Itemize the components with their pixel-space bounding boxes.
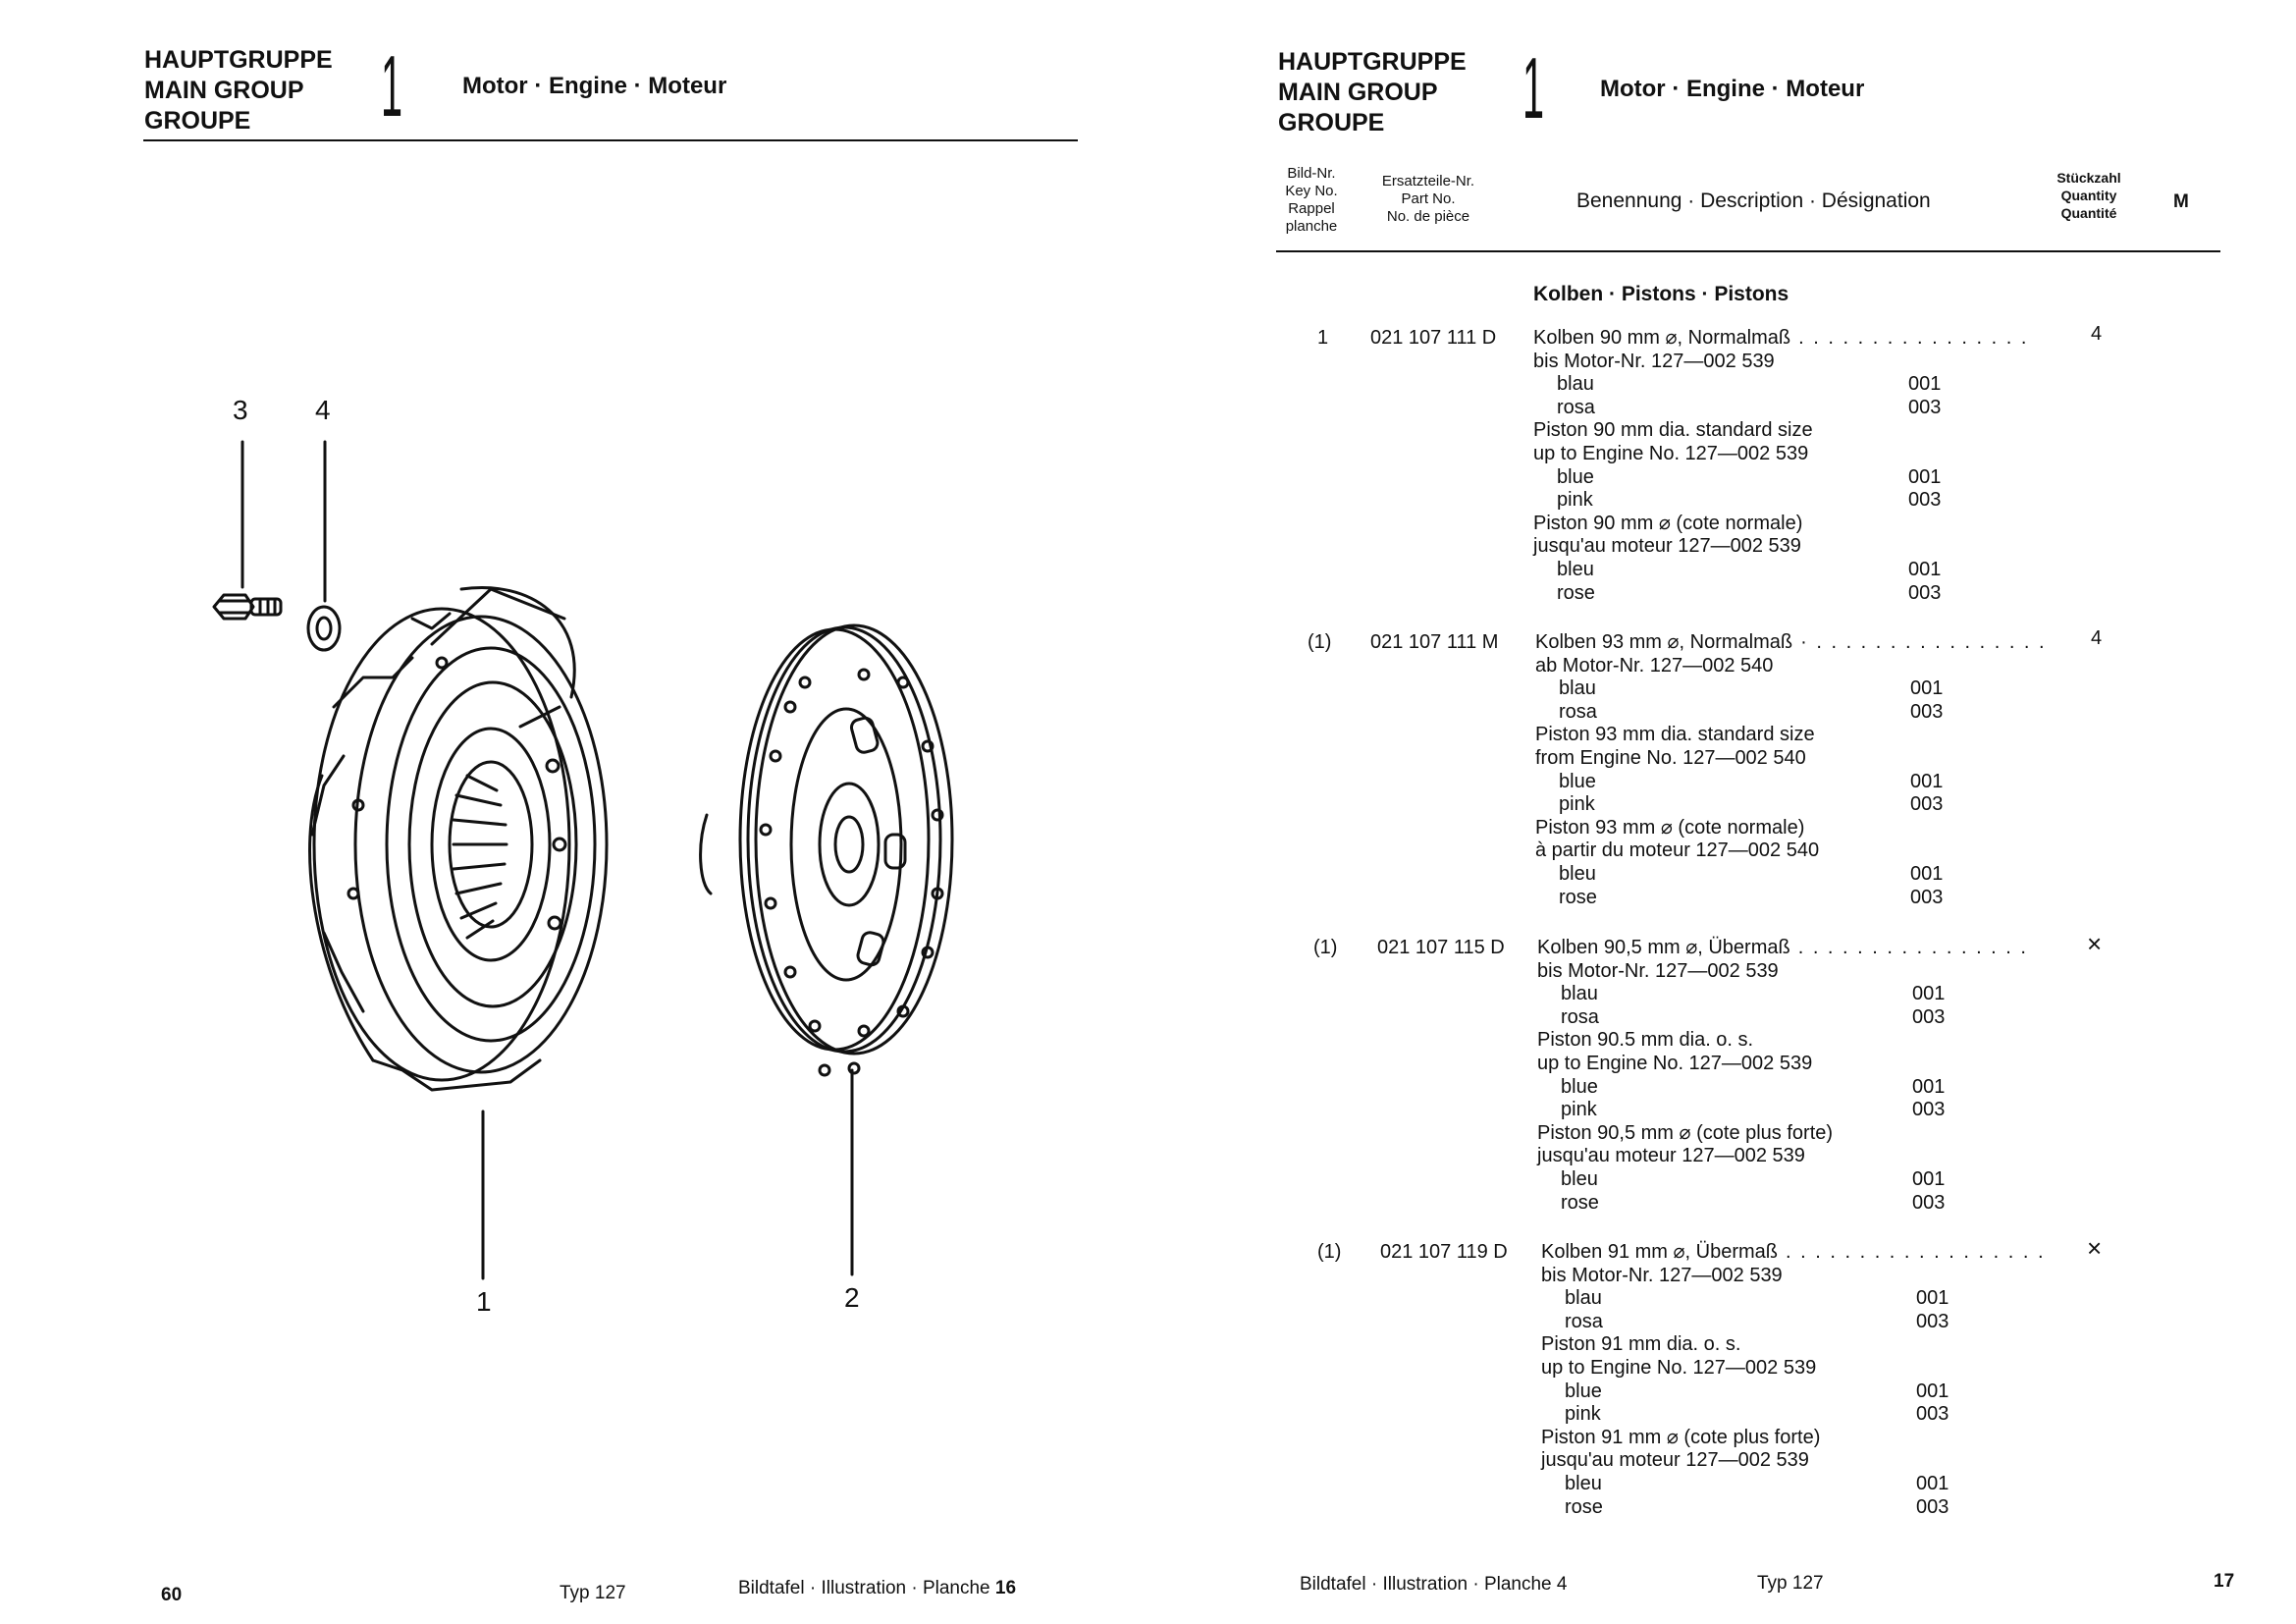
color-code: 001 bbox=[1910, 677, 1944, 700]
col-header-key bbox=[1272, 165, 1351, 236]
entry-description-line bbox=[1565, 1473, 1602, 1496]
col-header-line: Stückzahl bbox=[2056, 170, 2121, 186]
group-line: GROUPE bbox=[144, 107, 251, 135]
entry-description-line bbox=[1557, 582, 1595, 606]
entry-description-line bbox=[1561, 1076, 1598, 1100]
entry-description-line bbox=[1537, 960, 1779, 984]
entry-description-line bbox=[1537, 1145, 1805, 1168]
description-text: à partir du moteur 127—002 540 bbox=[1535, 839, 1820, 862]
description-text: rose bbox=[1559, 886, 1597, 908]
col-header-line: Rappel bbox=[1288, 200, 1335, 217]
entry-description-line bbox=[1565, 1380, 1602, 1404]
entry-part-number: 021 107 119 D bbox=[1380, 1241, 1508, 1263]
color-code: 001 bbox=[1916, 1473, 1949, 1494]
entry-description-line bbox=[1557, 397, 1595, 420]
entry-description-line bbox=[1559, 863, 1596, 887]
pressure-plate-icon bbox=[310, 587, 607, 1090]
entry-description-line bbox=[1541, 1241, 2046, 1265]
entry-description-line bbox=[1565, 1287, 1602, 1311]
left-page-title: Motor · Engine · Moteur bbox=[462, 73, 727, 99]
leader-dots: . . . . . . . . . . . . . . . . . . bbox=[1786, 1241, 2046, 1263]
description-text: Kolben 93 mm ⌀, Normalmaß bbox=[1535, 631, 1793, 653]
entry-description-line bbox=[1541, 1427, 1820, 1450]
color-code: 003 bbox=[1910, 793, 1944, 816]
group-line: HAUPTGRUPPE bbox=[1278, 48, 1467, 76]
entry-description-line bbox=[1537, 1122, 1833, 1146]
entry-description-line bbox=[1561, 1006, 1599, 1030]
entry-description-line bbox=[1561, 1168, 1598, 1192]
description-text: Kolben 91 mm ⌀, Übermaß bbox=[1541, 1241, 1779, 1263]
left-group-number: 1 bbox=[381, 37, 403, 135]
washer-icon bbox=[308, 607, 340, 650]
bolt-icon bbox=[214, 595, 281, 619]
col-header-line: planche bbox=[1285, 218, 1338, 235]
description-text: jusqu'au moteur 127—002 539 bbox=[1537, 1145, 1805, 1167]
description-text: Piston 93 mm dia. standard size bbox=[1535, 724, 1815, 746]
entry-description-line bbox=[1535, 747, 1806, 771]
description-text: blue bbox=[1561, 1075, 1598, 1098]
left-page-number: 60 bbox=[161, 1585, 183, 1605]
right-group-label bbox=[1278, 47, 1467, 138]
entry-description-line bbox=[1541, 1265, 1783, 1288]
color-code: 001 bbox=[1908, 559, 1942, 580]
right-group-number: 1 bbox=[1522, 39, 1545, 136]
description-text: pink bbox=[1561, 1099, 1597, 1121]
description-text: rosa bbox=[1565, 1310, 1603, 1332]
left-plate bbox=[738, 1578, 1016, 1599]
description-text: rose bbox=[1565, 1495, 1603, 1518]
entry-description-line bbox=[1537, 937, 2028, 960]
color-code: 001 bbox=[1912, 983, 1946, 1005]
plate-label: Bildtafel · Illustration · Planche bbox=[738, 1578, 995, 1598]
description-text: pink bbox=[1557, 489, 1593, 512]
entry-description-line bbox=[1559, 677, 1596, 701]
description-text: Piston 93 mm ⌀ (cote normale) bbox=[1535, 816, 1805, 839]
description-text: bis Motor-Nr. 127—002 539 bbox=[1541, 1264, 1783, 1286]
entry-description-line bbox=[1533, 443, 1808, 466]
description-text: up to Engine No. 127—002 539 bbox=[1541, 1357, 1817, 1379]
color-code: 003 bbox=[1908, 581, 1942, 604]
col-header-line: Key No. bbox=[1285, 183, 1338, 199]
color-code: 003 bbox=[1916, 1310, 1949, 1332]
callout-1: 1 bbox=[476, 1286, 492, 1317]
entry-description-line bbox=[1565, 1311, 1603, 1334]
entry-description-line bbox=[1535, 631, 2047, 655]
col-header-line: Part No. bbox=[1401, 190, 1456, 207]
color-code: 003 bbox=[1910, 886, 1944, 908]
description-text: blue bbox=[1557, 465, 1594, 488]
clutch-illustration bbox=[177, 383, 1041, 1345]
entry-quantity: 4 bbox=[2091, 627, 2103, 649]
description-text: bleu bbox=[1565, 1473, 1602, 1494]
description-text: blau bbox=[1561, 983, 1598, 1005]
description-text: bleu bbox=[1561, 1168, 1598, 1190]
entry-part-number: 021 107 111 M bbox=[1370, 631, 1499, 653]
description-text: rosa bbox=[1561, 1005, 1599, 1028]
group-line: HAUPTGRUPPE bbox=[144, 46, 333, 74]
entry-description-line bbox=[1535, 724, 1815, 747]
col-header-qty bbox=[2040, 169, 2138, 222]
right-page-title: Motor · Engine · Moteur bbox=[1600, 76, 1865, 102]
entry-key: (1) bbox=[1308, 631, 1332, 653]
right-page-number: 17 bbox=[2214, 1571, 2235, 1592]
group-line: MAIN GROUP bbox=[1278, 79, 1438, 106]
color-code: 001 bbox=[1908, 465, 1942, 488]
description-text: bis Motor-Nr. 127—002 539 bbox=[1537, 959, 1779, 982]
col-header-line: Bild-Nr. bbox=[1287, 165, 1336, 182]
entry-description-line bbox=[1557, 373, 1594, 397]
col-header-part bbox=[1364, 173, 1492, 226]
description-text: rosa bbox=[1557, 396, 1595, 418]
entry-part-number: 021 107 115 D bbox=[1377, 937, 1505, 958]
color-code: 003 bbox=[1910, 700, 1944, 723]
description-text: jusqu'au moteur 127—002 539 bbox=[1533, 535, 1801, 558]
color-code: 001 bbox=[1912, 1075, 1946, 1098]
color-code: 003 bbox=[1912, 1191, 1946, 1214]
entry-part-number: 021 107 111 D bbox=[1370, 327, 1497, 349]
color-code: 003 bbox=[1916, 1495, 1949, 1518]
group-line: GROUPE bbox=[1278, 109, 1385, 136]
description-text: blau bbox=[1559, 677, 1596, 700]
color-code: 001 bbox=[1908, 373, 1942, 396]
entry-description-line bbox=[1557, 559, 1594, 582]
entry-description-line bbox=[1533, 535, 1801, 559]
description-text: pink bbox=[1559, 793, 1595, 816]
description-text: Piston 90,5 mm ⌀ (cote plus forte) bbox=[1537, 1121, 1834, 1144]
color-code: 001 bbox=[1910, 863, 1944, 885]
callout-4: 4 bbox=[315, 395, 331, 425]
entry-quantity: × bbox=[2087, 929, 2103, 958]
entry-description-line bbox=[1535, 817, 1804, 840]
color-code: 001 bbox=[1912, 1168, 1946, 1190]
color-code: 003 bbox=[1912, 1099, 1946, 1121]
color-code: 003 bbox=[1916, 1403, 1949, 1426]
description-text: bleu bbox=[1557, 559, 1594, 580]
description-text: blau bbox=[1565, 1287, 1602, 1310]
description-text: jusqu'au moteur 127—002 539 bbox=[1541, 1449, 1809, 1472]
col-header-description: Benennung · Description · Désignation bbox=[1576, 189, 1931, 212]
description-text: blau bbox=[1557, 373, 1594, 396]
description-text: rosa bbox=[1559, 700, 1597, 723]
description-text: up to Engine No. 127—002 539 bbox=[1533, 443, 1809, 464]
entry-description-line bbox=[1557, 466, 1594, 490]
entry-quantity: × bbox=[2087, 1233, 2103, 1263]
color-code: 003 bbox=[1908, 396, 1942, 418]
description-text: up to Engine No. 127—002 539 bbox=[1537, 1053, 1813, 1074]
description-text: Kolben 90,5 mm ⌀, Übermaß bbox=[1537, 937, 1790, 958]
color-code: 003 bbox=[1912, 1005, 1946, 1028]
description-text: pink bbox=[1565, 1403, 1601, 1426]
entry-description-line bbox=[1559, 887, 1597, 910]
clutch-disc-icon bbox=[701, 625, 952, 1075]
entry-key: 1 bbox=[1317, 327, 1329, 349]
leader-dots: · . . . . . . . . . . . . . . . . bbox=[1800, 631, 2047, 653]
entry-description-line bbox=[1561, 1192, 1599, 1216]
entry-quantity: 4 bbox=[2091, 323, 2103, 345]
description-text: Piston 90 mm dia. standard size bbox=[1533, 419, 1813, 442]
entry-description-line bbox=[1565, 1496, 1603, 1520]
description-text: Kolben 90 mm ⌀, Normalmaß bbox=[1533, 327, 1791, 349]
left-group-label bbox=[144, 45, 333, 136]
entry-key: (1) bbox=[1317, 1241, 1342, 1263]
entry-description-line bbox=[1533, 419, 1813, 443]
callout-2: 2 bbox=[844, 1282, 860, 1313]
entry-key: (1) bbox=[1313, 937, 1338, 958]
description-text: bleu bbox=[1559, 863, 1596, 885]
col-header-m: M bbox=[2173, 191, 2189, 212]
plate-number: 16 bbox=[994, 1578, 1017, 1598]
callout-3: 3 bbox=[233, 395, 248, 425]
color-code: 001 bbox=[1916, 1380, 1949, 1402]
leader-dots: . . . . . . . . . . . . . . . . bbox=[1797, 937, 2028, 958]
color-code: 001 bbox=[1910, 770, 1944, 792]
description-text: rose bbox=[1561, 1191, 1599, 1214]
description-text: Piston 91 mm ⌀ (cote plus forte) bbox=[1541, 1426, 1821, 1448]
description-text: bis Motor-Nr. 127—002 539 bbox=[1533, 350, 1775, 372]
right-typ: Typ 127 bbox=[1757, 1573, 1824, 1594]
entry-description-line bbox=[1533, 327, 2028, 351]
group-line: MAIN GROUP bbox=[144, 77, 304, 104]
description-text: ab Motor-Nr. 127—002 540 bbox=[1535, 654, 1774, 677]
entry-description-line bbox=[1537, 1029, 1753, 1053]
col-header-line: Quantity bbox=[2060, 188, 2117, 203]
entry-description-line bbox=[1565, 1403, 1601, 1427]
description-text: from Engine No. 127—002 540 bbox=[1535, 747, 1806, 769]
entry-description-line bbox=[1541, 1333, 1740, 1357]
entry-description-line bbox=[1559, 771, 1596, 794]
description-text: Piston 91 mm dia. o. s. bbox=[1541, 1333, 1741, 1356]
entry-description-line bbox=[1541, 1357, 1816, 1380]
right-header-rule bbox=[1276, 250, 2220, 252]
entry-description-line bbox=[1559, 701, 1597, 725]
entry-description-line bbox=[1541, 1449, 1809, 1473]
section-heading: Kolben · Pistons · Pistons bbox=[1533, 283, 1789, 305]
right-plate: Bildtafel · Illustration · Planche 4 bbox=[1300, 1574, 1568, 1595]
entry-description-line bbox=[1561, 983, 1598, 1006]
description-text: rose bbox=[1557, 581, 1595, 604]
description-text: blue bbox=[1565, 1380, 1602, 1402]
left-header-rule bbox=[143, 139, 1078, 141]
left-typ: Typ 127 bbox=[560, 1583, 626, 1603]
leader-dots: . . . . . . . . . . . . . . . . bbox=[1798, 327, 2029, 349]
col-header-line: No. de pièce bbox=[1386, 208, 1470, 225]
description-text: Piston 90 mm ⌀ (cote normale) bbox=[1533, 512, 1803, 534]
color-code: 001 bbox=[1916, 1287, 1949, 1310]
col-header-line: Quantité bbox=[2060, 205, 2117, 221]
entry-description-line bbox=[1533, 351, 1775, 374]
entry-description-line bbox=[1535, 839, 1819, 863]
entry-description-line bbox=[1533, 513, 1802, 536]
description-text: blue bbox=[1559, 770, 1596, 792]
description-text: Piston 90.5 mm dia. o. s. bbox=[1537, 1029, 1754, 1052]
entry-description-line bbox=[1561, 1099, 1597, 1122]
entry-description-line bbox=[1559, 793, 1595, 817]
entry-description-line bbox=[1537, 1053, 1812, 1076]
color-code: 003 bbox=[1908, 489, 1942, 512]
entry-description-line bbox=[1557, 489, 1593, 513]
col-header-line: Ersatzteile-Nr. bbox=[1381, 173, 1475, 189]
entry-description-line bbox=[1535, 655, 1773, 678]
